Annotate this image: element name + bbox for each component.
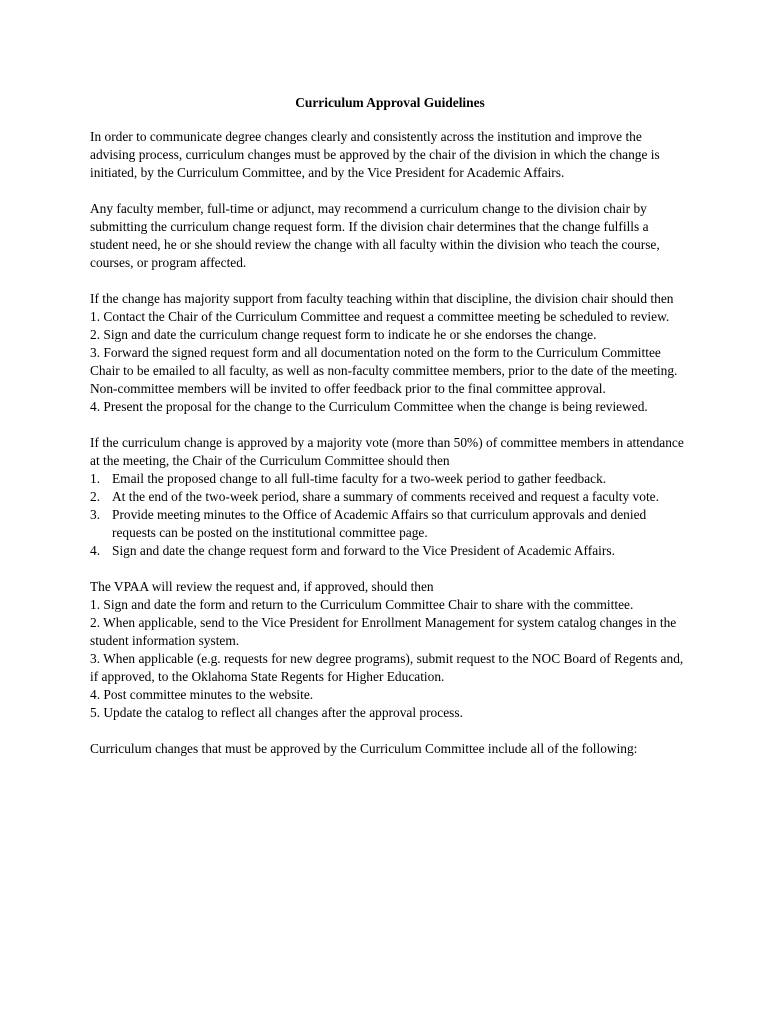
committee-step-number: 4. <box>90 543 101 558</box>
committee-step <box>90 506 690 542</box>
committee-step-number: 3. <box>90 507 101 522</box>
faculty-paragraph: Any faculty member, full-time or adjunct, may recommend a curriculum change to the division chair by submitting the curriculum change request form. If the division chair determines that the change fulfills a student need, he or she should review the change with all faculty within the division who teach the course, courses, or program affected. <box>90 201 660 270</box>
division-step: 3. Forward the signed request form and all documentation noted on the form to the Curriculum Committee Chair to be emailed to all faculty, as well as non-faculty committee members, prior to the date of the meeting. Non-committee members will be invited to offer feedback prior to the final committee approval. <box>90 345 678 396</box>
vpaa-step: 3. When applicable (e.g. requests for new degree programs), submit request to the NOC Board of Regents and, if approved, to the Oklahoma State Regents for Higher Education. <box>90 651 684 684</box>
committee-step-text: Sign and date the change request form and forward to the Vice President of Academic Affairs. <box>112 543 615 558</box>
committee-step <box>90 470 690 488</box>
vpaa-step: 5. Update the catalog to reflect all changes after the approval process. <box>90 705 463 720</box>
division-chair-lead: If the change has majority support from faculty teaching within that discipline, the division chair should then <box>90 291 674 306</box>
committee-step-text: Email the proposed change to all full-time faculty for a two-week period to gather feedback. <box>112 471 607 486</box>
division-step: 4. Present the proposal for the change to the Curriculum Committee when the change is being reviewed. <box>90 399 648 414</box>
vpaa-lead: The VPAA will review the request and, if approved, should then <box>90 579 434 594</box>
committee-step-text: Provide meeting minutes to the Office of Academic Affairs so that curriculum approvals and denied requests can be posted on the institutional committee page. <box>112 507 647 540</box>
document-title: Curriculum Approval Guidelines <box>295 95 485 110</box>
closing-paragraph: Curriculum changes that must be approved by the Curriculum Committee include all of the following: <box>90 741 638 756</box>
committee-lead: If the curriculum change is approved by a majority vote (more than 50%) of committee members in attendance at the meeting, the Chair of the Curriculum Committee should then <box>90 435 684 468</box>
committee-section <box>90 434 690 560</box>
vpaa-section <box>90 578 690 722</box>
committee-step-number: 1. <box>90 471 101 486</box>
vpaa-step: 2. When applicable, send to the Vice President for Enrollment Management for system catalog changes in the student information system. <box>90 615 677 648</box>
division-chair-section <box>90 290 690 416</box>
committee-step <box>90 488 690 506</box>
division-step: 2. Sign and date the curriculum change request form to indicate he or she endorses the change. <box>90 327 597 342</box>
committee-step-number: 2. <box>90 489 101 504</box>
committee-step <box>90 542 690 560</box>
intro-paragraph: In order to communicate degree changes clearly and consistently across the institution and improve the advising process, curriculum changes must be approved by the chair of the division in which the change is initiated, by the Curriculum Committee, and by the Vice President for Academic Affairs. <box>90 129 660 180</box>
document-page <box>90 94 690 758</box>
vpaa-step: 1. Sign and date the form and return to the Curriculum Committee Chair to share with the committee. <box>90 597 634 612</box>
vpaa-step: 4. Post committee minutes to the website. <box>90 687 314 702</box>
committee-steps-list <box>90 470 690 560</box>
division-step: 1. Contact the Chair of the Curriculum Committee and request a committee meeting be scheduled to review. <box>90 309 670 324</box>
committee-step-text: At the end of the two-week period, share a summary of comments received and request a faculty vote. <box>112 489 659 504</box>
